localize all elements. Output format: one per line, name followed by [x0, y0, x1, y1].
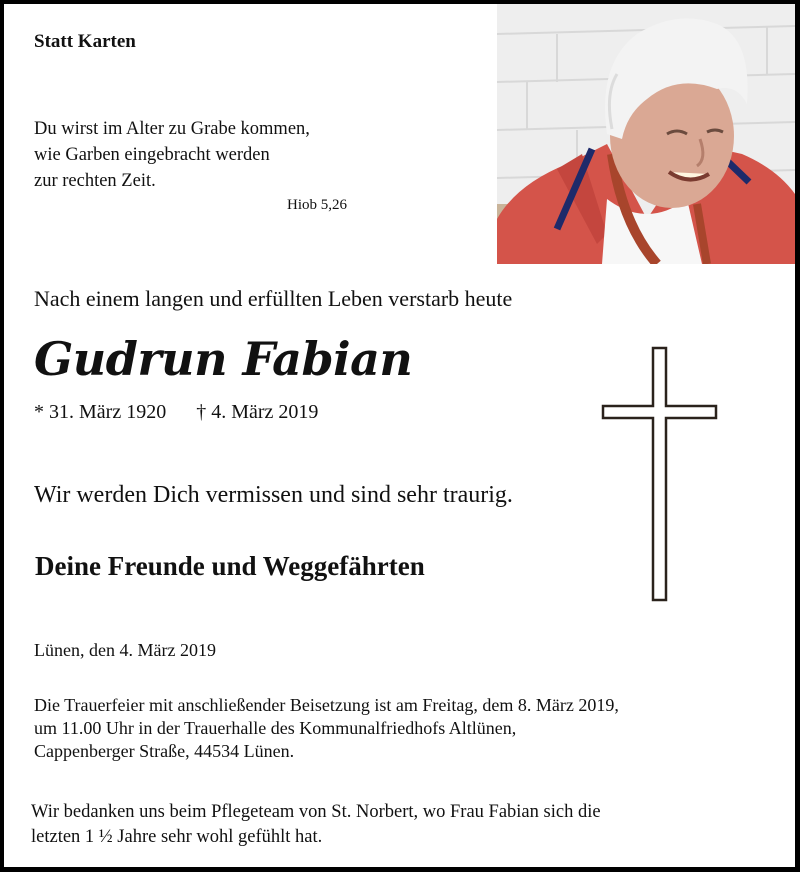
- thanks-line: Wir bedanken uns beim Pflegeteam von St. Norbert, wo Frau Fabian sich die: [31, 802, 601, 822]
- verse-line: Du wirst im Alter zu Grabe kommen,: [34, 119, 310, 139]
- service-line: Cappenberger Straße, 44534 Lünen.: [34, 741, 295, 761]
- obituary-card: [4, 4, 795, 867]
- bible-verse: [34, 116, 310, 194]
- grief-message: Wir werden Dich vermissen und sind sehr traurig.: [34, 482, 513, 508]
- funeral-service-info: [34, 694, 619, 763]
- life-dates: [34, 401, 318, 424]
- service-line: Die Trauerfeier mit anschließender Beisetzung ist am Freitag, dem 8. März 2019,: [34, 695, 619, 715]
- service-line: um 11.00 Uhr in der Trauerhalle des Kommunalfriedhofs Altlünen,: [34, 718, 517, 738]
- birth-date: * 31. März 1920: [34, 401, 167, 423]
- verse-line: zur rechten Zeit.: [34, 171, 156, 191]
- portrait-photo: [497, 4, 795, 264]
- announcement-intro: Nach einem langen und erfüllten Leben verstarb heute: [34, 286, 513, 311]
- cross-icon: [601, 346, 719, 602]
- statt-karten-label: Statt Karten: [34, 31, 136, 52]
- verse-line: wie Garben eingebracht werden: [34, 145, 270, 165]
- death-date: † 4. März 2019: [196, 401, 319, 423]
- deceased-name: Gudrun Fabian: [34, 332, 413, 386]
- verse-reference: Hiob 5,26: [287, 197, 347, 213]
- signature: Deine Freunde und Weggefährten: [35, 551, 425, 581]
- thanks-note: [31, 800, 601, 850]
- place-and-date: Lünen, den 4. März 2019: [34, 640, 216, 660]
- thanks-line: letzten 1 ½ Jahre sehr wohl gefühlt hat.: [31, 827, 323, 847]
